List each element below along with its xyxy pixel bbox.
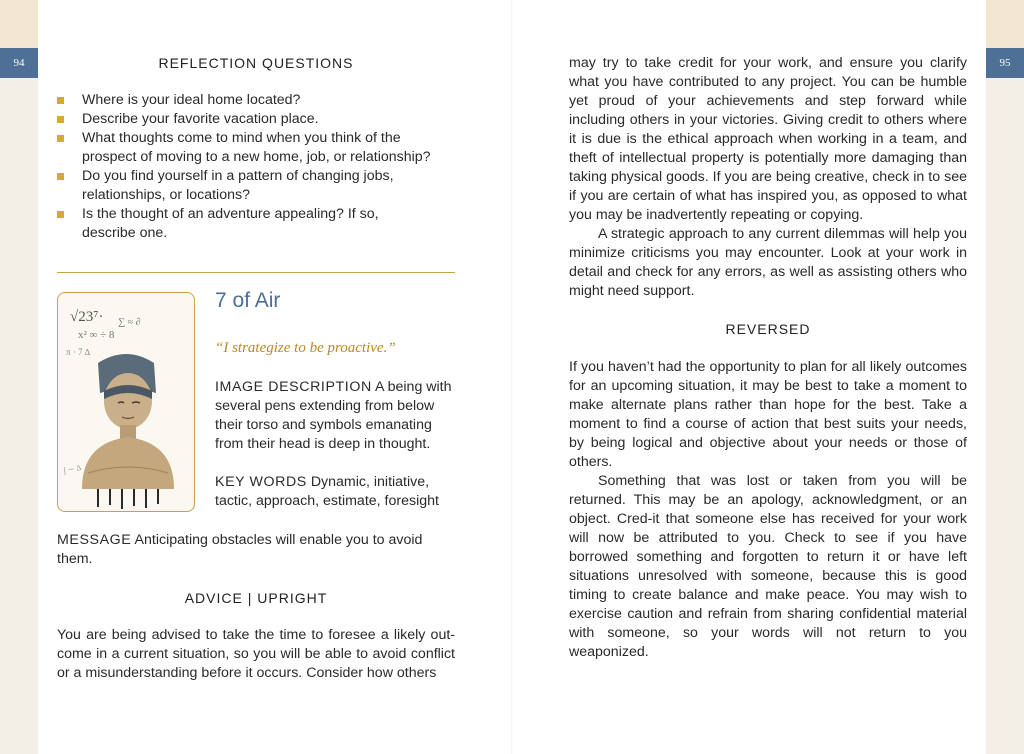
list-item [57, 110, 457, 129]
section-divider [57, 272, 455, 273]
advice-paragraph: You are being advised to take the time to foresee a likely out-come in a current situation, so you will be able to avoid conflict or a misunderstanding before it occurs. Consider how others [57, 627, 455, 681]
page-number-right: 95 [986, 48, 1024, 78]
book-gutter [511, 0, 513, 754]
image-description-text: A being with several pens extending from below their torso and symbols emanating from their head is deep in thought. [215, 379, 452, 452]
bullet-square-icon [57, 97, 64, 104]
question-text: What thoughts come to mind when you think of the prospect of moving to a new home, job, or relationship? [82, 130, 431, 165]
body-paragraph: Something that was lost or taken from you will be returned. This may be an apology, acknowledgment, or an object. Cred-it that someone else has received for your work will now be attributed to you. Check to see if you have borrowed something and forgotten to return it or have left situations unresolved with someone, because this is good timing to create balance and make peace. You may wish to exercise caution and refrain from sharing confidential material with someone, so your words will not return to you weaponized. [569, 473, 967, 660]
reflection-heading: REFLECTION QUESTIONS [158, 55, 354, 71]
body-paragraph: A strategic approach to any current dilemmas will help you minimize criticisms you may encounter. Look at your work in detail and check for any errors, as well as assisting others who might need support. [569, 226, 967, 299]
bullet-square-icon [57, 211, 64, 218]
tarot-card-illustration [57, 292, 195, 512]
message [57, 531, 455, 569]
page-number-left: 94 [0, 48, 38, 78]
list-item [57, 129, 457, 167]
question-text: Describe your favorite vacation place. [82, 111, 319, 127]
question-text: Do you find yourself in a pattern of changing jobs, relationships, or locations? [82, 168, 394, 203]
right-page-edge [986, 0, 1024, 48]
message-text: Anticipating obstacles will enable you to avoid them. [57, 532, 423, 567]
image-description [215, 378, 455, 454]
list-item [57, 91, 457, 110]
key-words-label: KEY WORDS [215, 474, 307, 490]
reflection-questions-list [57, 91, 457, 243]
question-text: Is the thought of an adventure appealing? If so, describe one. [82, 206, 379, 241]
list-item [57, 167, 457, 205]
list-item [57, 205, 382, 243]
svg-text:x² ∞ ÷ 8: x² ∞ ÷ 8 [78, 329, 115, 341]
card-quote: “I strategize to be proactive.” [215, 340, 396, 356]
bullet-square-icon [57, 116, 64, 123]
svg-text:∑ ≈ ∂: ∑ ≈ ∂ [118, 317, 141, 328]
card-title: 7 of Air [215, 289, 281, 312]
svg-text:∫ ∼ ∆: ∫ ∼ ∆ [62, 463, 82, 475]
left-page-edge [0, 0, 38, 48]
body-paragraph: If you haven’t had the opportunity to plan for all likely outcomes for an upcoming situation, it may be best to take a moment to make alternate plans rather than hope for the best. Take a moment to find a course of action that best suits your needs, by being logical and objective about your needs or those of others. [569, 359, 967, 470]
key-words-text: Dynamic, initiative, tactic, approach, estimate, foresight [215, 474, 439, 509]
bullet-square-icon [57, 135, 64, 142]
advice-heading: ADVICE | UPRIGHT [184, 590, 328, 606]
reversed-heading: REVERSED [725, 321, 811, 337]
key-words [215, 473, 455, 511]
bust-figure-icon [58, 293, 194, 511]
bullet-square-icon [57, 173, 64, 180]
message-label: MESSAGE [57, 532, 132, 548]
svg-text:π · 7 ∆: π · 7 ∆ [66, 347, 91, 357]
image-description-label: IMAGE DESCRIPTION [215, 379, 372, 395]
body-paragraph: may try to take credit for your work, and ensure you clarify what you have contributed to any project. You can be humble yet proud of your achievements and step forward while including others in your victories. Giving credit to others where it is due is the ethical approach when working in a team, and theft of intellectual property is potentially more damaging than taking physical goods. If you are being creative, check in to see if you are certain of what has inspired you, as opposed to what you may be inadvertently repeating or copying. [569, 55, 967, 223]
question-text: Where is your ideal home located? [82, 92, 301, 108]
svg-text:√23⁷·: √23⁷· [70, 309, 104, 325]
